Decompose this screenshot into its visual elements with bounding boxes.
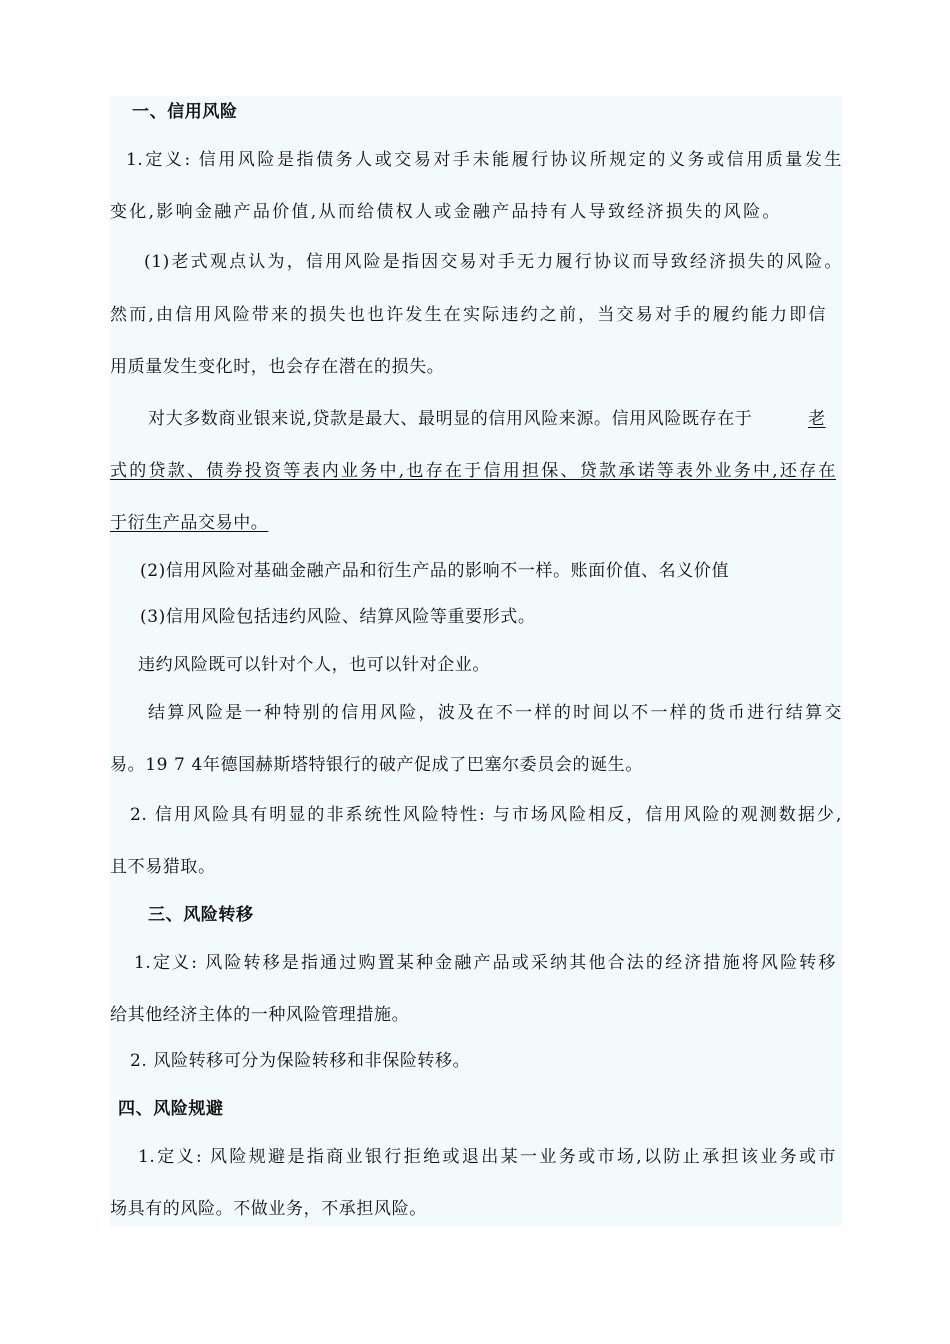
paragraph-line: 1.定义: 风险规避是指商业银行拒绝或退出某一业务或市场,以防止承担该业务或市: [138, 1147, 836, 1167]
paragraph-line: 给其他经济主体的一种风险管理措施。: [110, 1005, 410, 1025]
heading-risk-avoidance: 四、风险规避: [118, 1099, 224, 1119]
underlined-text: 式的贷款、债券投资等表内业务中,也存在于信用担保、贷款承诺等表外业务中,还存在: [110, 461, 836, 481]
paragraph-line: (1)老式观点认为，信用风险是指因交易对手无力履行协议而导致经济损失的风险。: [144, 252, 842, 272]
paragraph-line: 场具有的风险。不做业务，不承担风险。: [110, 1199, 427, 1219]
heading-risk-transfer: 三、风险转移: [148, 905, 254, 925]
paragraph-line: 且不易猎取。: [110, 857, 216, 877]
underlined-text: 于衍生产品交易中。: [110, 513, 269, 533]
paragraph-line: 1.定义: 信用风险是指债务人或交易对手未能履行协议所规定的义务或信用质量发生: [126, 150, 842, 170]
paragraph-line: 结算风险是一种特别的信用风险，波及在不一样的时间以不一样的货币进行结算交: [148, 703, 842, 723]
paragraph-line: 用质量发生变化时，也会存在潜在的损失。: [110, 357, 445, 377]
paragraph-line: 变化,影响金融产品价值,从而给债权人或金融产品持有人导致经济损失的风险。: [110, 202, 780, 222]
paragraph-line: 对大多数商业银来说,贷款是最大、最明显的信用风险来源。信用风险既存在于: [148, 409, 753, 429]
paragraph-line: (3)信用风险包括违约风险、结算风险等重要形式。: [140, 607, 536, 627]
paragraph-line: 1.定义: 风险转移是指通过购置某种金融产品或采纳其他合法的经济措施将风险转移: [134, 953, 836, 973]
paragraph-line: (2)信用风险对基础金融产品和衍生产品的影响不一样。账面价值、名义价值: [140, 561, 730, 581]
paragraph-line: 易。19 7 4年德国赫斯塔特银行的破产促成了巴塞尔委员会的诞生。: [110, 755, 643, 775]
paragraph-line: 然而,由信用风险带来的损失也也许发生在实际违约之前，当交易对手的履约能力即信: [110, 305, 826, 325]
paragraph-line: 2. 信用风险具有明显的非系统性风险特性: 与市场风险相反，信用风险的观测数据少,: [130, 805, 842, 825]
heading-credit-risk: 一、信用风险: [132, 102, 238, 122]
paragraph-line: 2. 风险转移可分为保险转移和非保险转移。: [130, 1051, 471, 1071]
paragraph-line: 违约风险既可以针对个人，也可以针对企业。: [138, 655, 490, 675]
underlined-text: 老: [808, 409, 826, 429]
